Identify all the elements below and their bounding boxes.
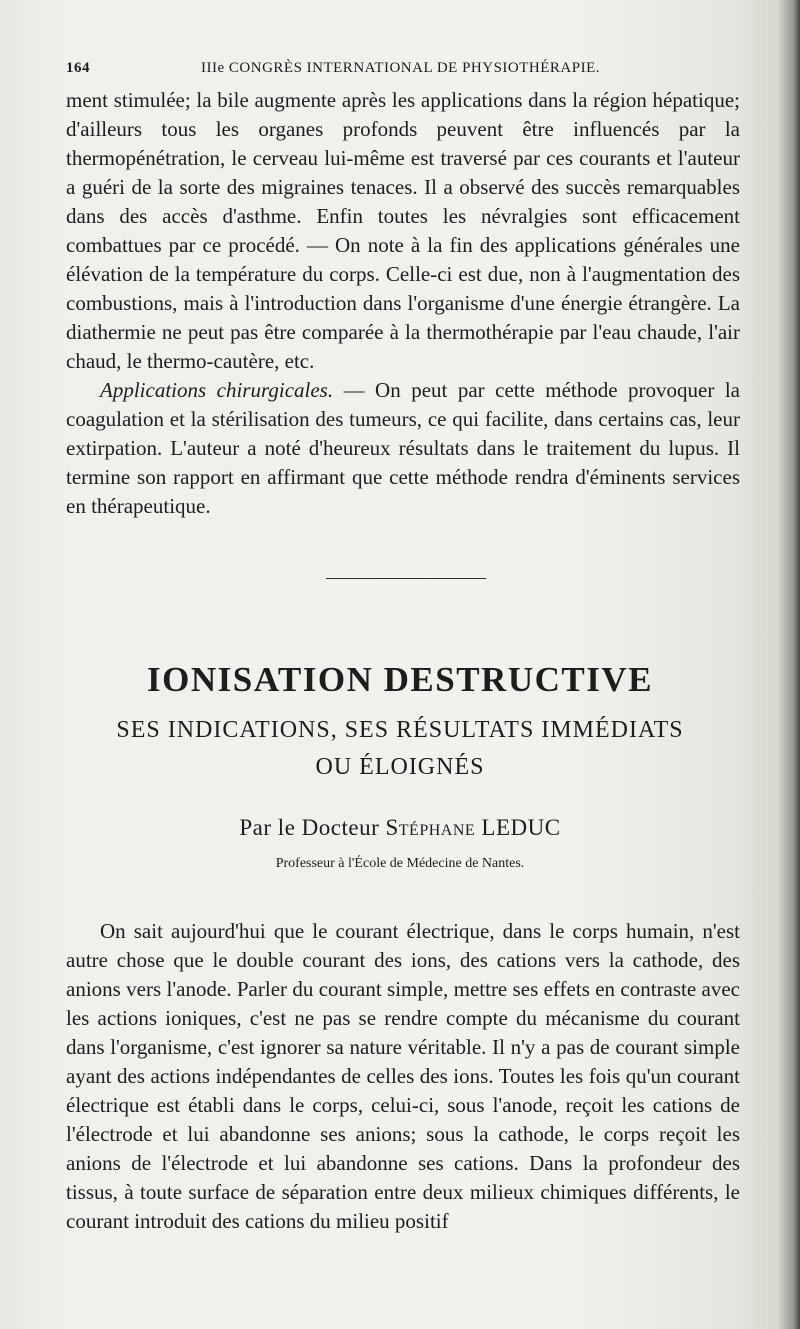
book-spine-shadow [778, 0, 800, 1329]
author-name: Stéphane [385, 815, 476, 840]
author-byline [60, 815, 740, 841]
author-prefix: Par le Docteur [239, 815, 386, 840]
author-affiliation: Professeur à l'École de Médecine de Nantes. [275, 856, 525, 871]
author-surname: LEDUC [475, 815, 561, 840]
subtitle-line: OU ÉLOIGNÉS [315, 754, 485, 780]
previous-article-text [66, 86, 740, 521]
paragraph: ment stimulée; la bile augmente après les applications dans la région hépatique; d'ailleurs tous les organes profonds peuvent être influencés par la thermopénétration, le cerveau lui-même est traversé par ces courants et l'auteur a guéri de la sorte des migraines tenaces. Il a observé des succès remarquables dans des accès d'asthme. Enfin toutes les névralgies sont efficacement combattues par ce procédé. — On note à la fin des applications générales une élévation de la température du corps. Celle-ci est due, non à l'augmentation des combustions, mais à l'introduction dans l'organisme d'une énergie étrangère. La diathermie ne peut pas être comparée à la thermothérapie par l'eau chaude, l'air chaud, le thermo-cautère, etc. [66, 88, 740, 373]
paragraph: On sait aujourd'hui que le courant électrique, dans le corps humain, n'est autre chose que le double courant des ions, des cations vers la cathode, des anions vers l'anode. Parler du courant simple, mettre ses effets en contraste avec les actions ioniques, c'est ne pas se rendre compte du mécanisme du courant dans l'organisme, c'est ignorer sa nature véritable. Il n'y a pas de courant simple ayant des actions indépendantes de celles des ions. Toutes les fois qu'un courant électrique est établi dans le corps, celui-ci, sous l'anode, reçoit les cations de l'électrode et lui abandonne ses anions; sous la cathode, le corps reçoit les anions de l'électrode et lui abandonne ses cations. Dans la profondeur des tissus, à toute surface de séparation entre deux milieux chimiques différents, le courant introduit des cations du milieu positif [66, 919, 740, 1233]
page-number: 164 [66, 60, 90, 76]
running-title: IIIe CONGRÈS INTERNATIONAL DE PHYSIOTHÉRAPIE. [201, 60, 600, 76]
article-title: IONISATION DESTRUCTIVE [147, 660, 653, 699]
article-subtitle [60, 712, 740, 786]
section-heading: Applications chirurgicales. [100, 378, 334, 402]
subtitle-line: SES INDICATIONS, SES RÉSULTATS IMMÉDIATS [116, 717, 684, 743]
article-body [66, 917, 740, 1236]
section-divider [326, 578, 486, 579]
paragraph-body: — On peut par cette méthode provoquer la coagulation et la stérilisation des tumeurs, ce qui facilite, dans certains cas, leur extirpation. L'auteur a noté d'heureux résultats dans le traitement du lupus. Il termine son rapport en affirmant que cette méthode rendra d'éminents services en thérapeutique. [66, 378, 740, 518]
paragraph [66, 376, 740, 521]
